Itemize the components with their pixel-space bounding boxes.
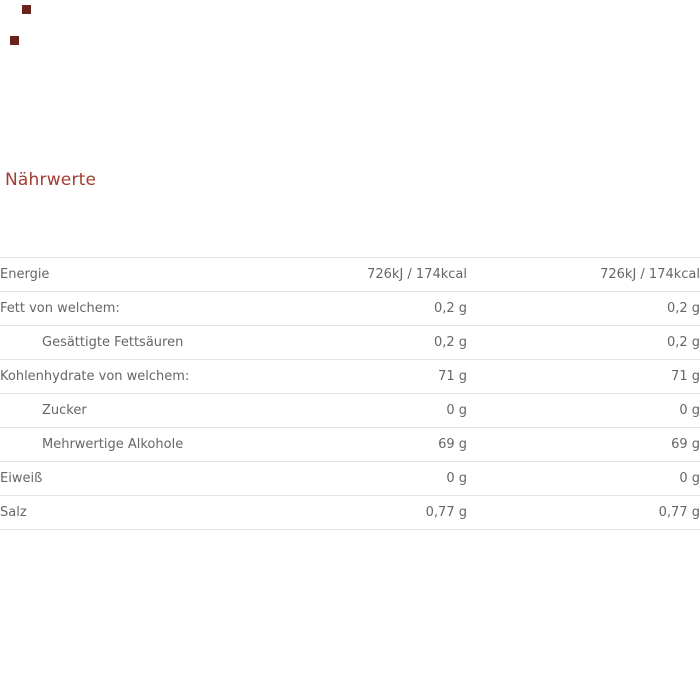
- row-value-col2: 0 g: [467, 462, 700, 496]
- table-row: [0, 428, 700, 462]
- row-value-col1: 0,2 g: [267, 326, 467, 360]
- row-label: Kohlenhydrate von welchem:: [0, 360, 267, 394]
- row-label: Gesättigte Fettsäuren: [0, 326, 267, 360]
- row-value-col2: 71 g: [467, 360, 700, 394]
- row-value-col1: 726kJ / 174kcal: [267, 258, 467, 292]
- table-row: [0, 292, 700, 326]
- section-title-naehrwerte: Nährwerte: [5, 170, 97, 190]
- corner-artifact-mark: [10, 36, 19, 45]
- row-value-col2: 0 g: [467, 394, 700, 428]
- table-row: [0, 326, 700, 360]
- table-row: [0, 360, 700, 394]
- row-value-col1: 69 g: [267, 428, 467, 462]
- row-label: Energie: [0, 258, 267, 292]
- row-value-col2: 0,2 g: [467, 292, 700, 326]
- table-row: [0, 462, 700, 496]
- row-label: Salz: [0, 496, 267, 530]
- corner-artifact-mark: [22, 5, 31, 14]
- row-value-col1: 0 g: [267, 462, 467, 496]
- row-value-col2: 69 g: [467, 428, 700, 462]
- table-row: [0, 394, 700, 428]
- nutrition-table-body: [0, 258, 700, 530]
- row-label: Mehrwertige Alkohole: [0, 428, 267, 462]
- row-value-col1: 71 g: [267, 360, 467, 394]
- nutrition-table: [0, 257, 700, 530]
- row-value-col1: 0 g: [267, 394, 467, 428]
- table-row: [0, 258, 700, 292]
- row-label: Fett von welchem:: [0, 292, 267, 326]
- row-label: Eiweiß: [0, 462, 267, 496]
- table-row: [0, 496, 700, 530]
- row-value-col1: 0,2 g: [267, 292, 467, 326]
- row-label: Zucker: [0, 394, 267, 428]
- row-value-col1: 0,77 g: [267, 496, 467, 530]
- row-value-col2: 726kJ / 174kcal: [467, 258, 700, 292]
- row-value-col2: 0,2 g: [467, 326, 700, 360]
- row-value-col2: 0,77 g: [467, 496, 700, 530]
